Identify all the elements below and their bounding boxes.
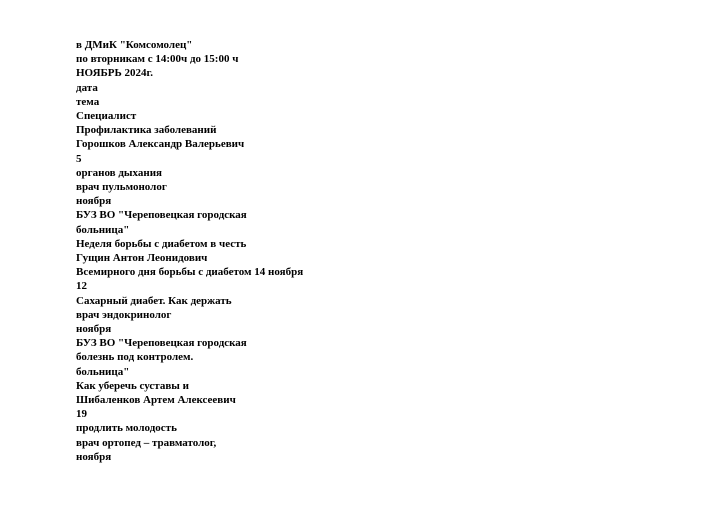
schedule-line: по вторникам с 14:00ч до 15:00 ч	[76, 53, 239, 66]
column-header-date: дата	[76, 81, 98, 94]
entry-2-topic-cont: Всемирного дня борьбы с диабетом 14 ноября	[76, 266, 304, 279]
entry-1-topic: Профилактика заболеваний	[76, 124, 217, 137]
entry-1-month: ноября	[76, 195, 112, 208]
column-header-specialist: Специалист	[76, 110, 137, 123]
entry-3-day: 19	[76, 408, 87, 421]
entry-2-day: 12	[76, 280, 87, 293]
entry-2-topic-cont-3: болезнь под контролем.	[76, 351, 194, 364]
entry-3-specialist-name: Шибаленков Артем Алексеевич	[76, 394, 236, 407]
entry-3-specialist-role: врач ортопед – травматолог,	[76, 436, 217, 449]
month-heading: НОЯБРЬ 2024г.	[76, 67, 154, 80]
entry-1-topic-cont: органов дыхания	[76, 166, 163, 179]
document-page	[76, 38, 676, 464]
entry-2-institution-cont: больница"	[76, 365, 130, 378]
column-header-topic: тема	[76, 95, 100, 108]
entry-1-specialist-name: Горошков Александр Валерьевич	[76, 138, 245, 151]
entry-2-topic-cont-2: Сахарный диабет. Как держать	[76, 294, 232, 307]
entry-1-institution: БУЗ ВО "Череповецкая городская	[76, 209, 247, 222]
entry-2-specialist-name: Гущин Антон Леонидович	[76, 252, 208, 265]
entry-3-month: ноября	[76, 450, 112, 463]
entry-3-topic: Как уберечь суставы и	[76, 379, 189, 392]
venue-line: в ДМиК "Комсомолец"	[76, 39, 193, 51]
entry-1-institution-cont: больница"	[76, 223, 130, 236]
entry-2-institution: БУЗ ВО "Череповецкая городская	[76, 337, 247, 350]
entry-2-topic: Неделя борьбы с диабетом в честь	[76, 237, 247, 250]
entry-1-day: 5	[76, 152, 82, 165]
entry-2-month: ноября	[76, 323, 112, 336]
entry-2-specialist-role: врач эндокринолог	[76, 308, 172, 321]
entry-1-specialist-role: врач пульмонолог	[76, 181, 167, 194]
entry-3-topic-cont: продлить молодость	[76, 422, 177, 435]
